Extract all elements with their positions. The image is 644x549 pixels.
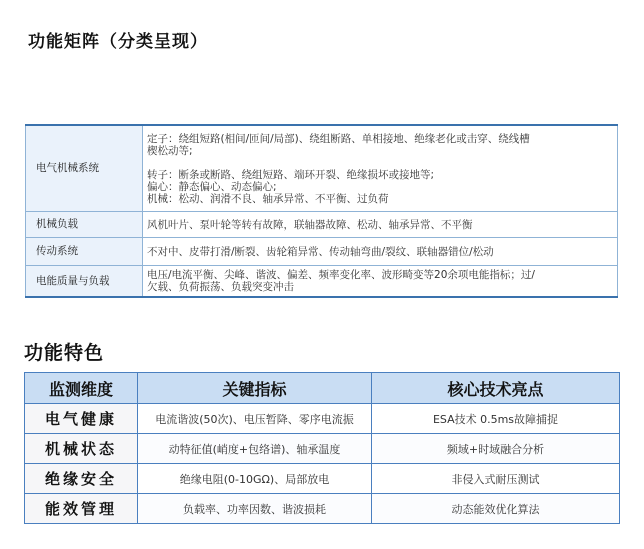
matrix-row — [26, 125, 618, 211]
matrix-description-cell — [143, 211, 618, 237]
matrix-category-cell: 机械负载 — [26, 211, 143, 237]
matrix-description-line: 偏心：静态偏心、动态偏心; — [147, 180, 277, 193]
matrix-description-line: 欠载、负荷振荡、负载突变冲击 — [147, 281, 294, 294]
matrix-description-cell — [143, 265, 618, 297]
dimension-cell: 绝缘安全 — [25, 464, 138, 494]
matrix-description-line: 转子：断条或断路、绕组短路、端环开裂、绝缘损坏或接地等; — [147, 168, 435, 181]
highlight-cell: 频域+时域融合分析 — [372, 434, 620, 464]
highlight-cell: 动态能效优化算法 — [372, 494, 620, 524]
dimension-cell: 电气健康 — [25, 404, 138, 434]
indicators-cell: 动特征值(峭度+包络谱)、轴承温度 — [138, 434, 372, 464]
matrix-category-cell: 电气机械系统 — [26, 125, 143, 211]
indicators-cell: 负载率、功率因数、谐波损耗 — [138, 494, 372, 524]
matrix-description-cell — [143, 125, 618, 211]
matrix-row — [26, 265, 618, 297]
features-row — [25, 494, 620, 524]
matrix-row — [26, 211, 618, 237]
highlight-cell: 非侵入式耐压测试 — [372, 464, 620, 494]
indicators-cell: 电流谐波(50次)、电压暂降、零序电流振 — [138, 404, 372, 434]
matrix-description-line: 风机叶片、泵叶轮等转有故障，联轴器故障、松动、轴承异常、不平衡 — [147, 218, 473, 231]
features-row — [25, 464, 620, 494]
matrix-description-line: 楔松动等; — [147, 144, 193, 157]
matrix-description-cell — [143, 237, 618, 265]
matrix-description-line: 机械：松动、润滑不良、轴承异常、不平衡、过负荷 — [147, 192, 389, 205]
header-indicators: 关键指标 — [138, 373, 372, 404]
dimension-cell: 能效管理 — [25, 494, 138, 524]
matrix-description-line: 定子：绕组短路(相间/匝间/局部)、绕组断路、单相接地、绝缘老化或击穿、绕线槽 — [147, 132, 530, 145]
matrix-description-line: 不对中、皮带打滑/断裂、齿轮箱异常、传动轴弯曲/裂纹、联轴器错位/松动 — [147, 245, 494, 258]
matrix-category-cell: 电能质量与负载 — [26, 265, 143, 297]
header-highlights: 核心技术亮点 — [372, 373, 620, 404]
highlight-cell: ESA技术 0.5ms故障捕捉 — [372, 404, 620, 434]
header-dimension: 监测维度 — [25, 373, 138, 404]
section-title-function-matrix: 功能矩阵（分类呈现） — [28, 32, 208, 52]
features-row — [25, 404, 620, 434]
matrix-category-cell: 传动系统 — [26, 237, 143, 265]
function-matrix-table — [25, 124, 618, 298]
indicators-cell: 绝缘电阻(0-10GΩ)、局部放电 — [138, 464, 372, 494]
dimension-cell: 机械状态 — [25, 434, 138, 464]
features-header-row — [25, 373, 620, 404]
matrix-row — [26, 237, 618, 265]
matrix-line-gap — [147, 157, 611, 169]
section-title-features: 功能特色 — [24, 342, 105, 364]
features-row — [25, 434, 620, 464]
matrix-description-line: 电压/电流平衡、尖峰、谐波、偏差、频率变化率、波形畸变等20余项电能指标；过/ — [147, 269, 535, 282]
features-table — [24, 372, 620, 524]
